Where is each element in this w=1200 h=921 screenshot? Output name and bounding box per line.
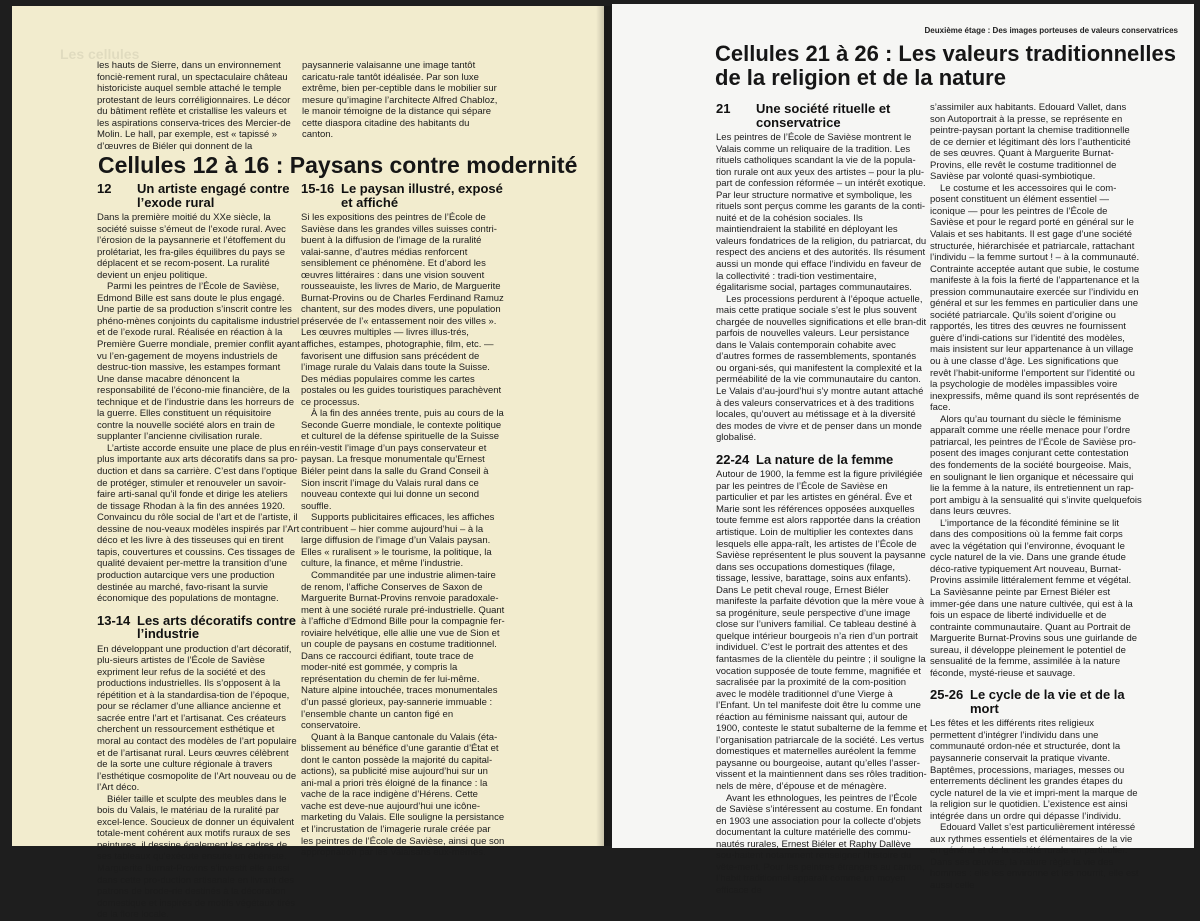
section-heading	[930, 688, 1142, 715]
section-number: 12	[97, 181, 112, 196]
section-number: 22-24	[716, 451, 750, 467]
page-title-line-2: de la religion et de la nature	[715, 65, 1006, 90]
right-page	[612, 4, 1194, 896]
paragraph: Alors qu’au tournant du siècle le féminisme apparaît comme une réelle menace pour l’ordre patriarcal, les peintres de l’École de Savièse pro-posent des images conjurant cette contestation des fondements de la société bourgeoise. Mais, en soulignant le lien organique et nécessaire qui lie la femme à la nature, ils entretiennent un rap-port ambigu à la sensualité qui s’invite quelquefois dans leurs œuvres.	[930, 413, 1142, 518]
paragraph: Les fêtes et les différents rites religieux permettent d’intégrer l’individu dans une communauté ordon-née et structurée, dont la paysannerie conservait la pratique vivante. Baptêmes, processions, mariages, messes ou enterrements déclinent les grandes étapes du cycle naturel de la vie et impri-ment la marque de la religion sur le quotidien. L’existence est ainsi intégrée dans un ordre qui dépasse l’individu.	[930, 718, 1138, 822]
right-column-2	[930, 102, 1142, 892]
section-number: 13-14	[97, 612, 131, 628]
section-title: Une société rituelle et conservatrice	[756, 101, 891, 130]
section-title: Les arts décoratifs contre l’industrie	[137, 612, 296, 642]
paragraph: Les processions perdurent à l’époque actuelle, mais cette pratique sociale s’est le plus souvent chargée de nouvelles significations et elle bran-dit parfois de nouvelles valeurs. Leur persistance dans le Valais contemporain cohabite avec d’autres formes de rassemblements, spontanés ou organi-sés, qui manifestent la complexité et la perméabilité de la vie communautaire du canton. Le Valais d’au-jourd’hui s’y montre autant attaché à des valeurs conservatrices et à des traditions locales, qu’ouvert au métissage et à la diversité des modes de vivre et de penser dans un monde globalisé.	[716, 293, 927, 444]
paragraph: les hauts de Sierre, dans un environnement fonciè-rement rural, un spectaculaire château historiciste auquel semble attaché le temple protestant de leurs corréligionnaires. Le décor du bâtiment reflète et cristallise les valeurs et les aspirations conserva-trices des Mercier-de Molin. Le hall, par exemple, est « tapissé » d’œuvres de Biéler qui donnent de la	[97, 60, 291, 152]
section-title: La nature de la femme	[756, 451, 894, 467]
left-top-column-2	[302, 60, 502, 141]
paragraph: s’assimiler aux habitants. Edouard Vallet, dans son Autoportrait à la presse, se représente en peintre-paysan portant la chemise traditionnelle de ce dernier et légitimant dès lors l’authenticité de ses œuvres. Quant à Marguerite Burnat-Provins, elle revêt le costume traditionnel de Savièse par volonté quasi-symbiotique.	[930, 102, 1131, 183]
section-title: Un artiste engagé contre l’exode rural	[137, 181, 290, 210]
section-title: Le paysan illustré, exposé et affiché	[341, 181, 503, 210]
section-title: Le cycle de la vie et de la mort	[970, 687, 1125, 716]
left-column-1	[97, 182, 300, 921]
paragraph: Parmi les peintres de l’École de Savièse, Edmond Bille est sans doute le plus engagé. Une partie de sa production s’inscrit contre les phéno-mènes conjoints du capitalisme industriel et de l’exode rural. Réalisée en réaction à la Première Guerre mondiale, premier conflit ayant vu l’en-gagement de moyens industriels de destruc-tion massive, les estampes formant Une danse macabre dénoncent la responsabilité de l’écono-mie financière, de la technique et de l’industrie dans les horreurs de la guerre. Elles constituent un réquisitoire contre la nouvelle société alors en train de supplanter l’ancienne civilisation rurale.	[97, 281, 300, 443]
paragraph: Avant les ethnologues, les peintres de l’École de Savièse s’intéressent au costume. En fondant en 1903 une association pour la collecte d’objets documentant la culture matérielle des commu-nautés rurales, Ernest Biéler et Raphy Dallève sou-haitent notamment renseigner l’histoire du vête-ment. Pour les peintres étrangers au canton, l’habit traditionnel apparaît comme un moyen efficace de	[716, 792, 925, 896]
paragraph: Commanditée par une industrie alimen-taire de renom, l’affiche Conserves de Saxon de Marguerite Burnat-Provins renvoie paradoxale-ment à une société rurale pré-industrielle. Quant à l’affiche d’Edmond Bille pour la compagnie fer-roviaire helvétique, elle allie une vue de Sion et un couple de paysans en costume traditionnel. Dans ce raccourci édifiant, toute trace de moder-nité est gommée, y compris la représentation du chemin de fer lui-même. Nature alpine intouchée, traces monumentales d’un passé glorieux, pay-sannerie immuable : l’ensemble chante un canton figé en conservatoire.	[301, 569, 505, 732]
left-column-2	[301, 182, 505, 859]
paragraph: Dans la première moitié du XXe siècle, la société suisse s’émeut de l’exode rural. Avec l’érosion de la paysannerie et l’étoffement du prolétariat, les fra-giles équilibres du pays se déplacent et se recom-posent. La ruralité devient un enjeu politique.	[97, 212, 286, 281]
section-heading	[716, 102, 928, 129]
section-number: 21	[716, 101, 731, 116]
section-heading	[97, 182, 300, 209]
section-heading	[97, 614, 300, 641]
paragraph: paysannerie valaisanne une image tantôt caricatu-rale tantôt idéalisée. Par son luxe extrême, bien per-ceptible dans le mobilier sur mesure qu’imagine l’architecte Alfred Chabloz, le manoir témoigne de la distance qui sépare cette diaspora citadine des habitants du canton.	[302, 60, 498, 141]
section-heading	[301, 182, 505, 209]
paragraph: À la fin des années trente, puis au cours de la Seconde Guerre mondiale, le contexte politique et culturel de la défense spirituelle de la Suisse réin-vestit l’image d’un pays conservateur et paysan. La fresque monumentale qu’Ernest Biéler peint dans la salle du Grand Conseil à Sion inscrit l’image du Valais rural dans ce nouveau contexte qui lui donne un second souffle.	[301, 408, 504, 512]
page-title: Cellules 12 à 16 : Paysans contre modernité	[98, 152, 578, 178]
section-number: 15-16	[301, 181, 335, 196]
page-title-line-1: Cellules 21 à 26 : Les valeurs traditionnelles	[715, 41, 1176, 66]
left-top-column-1	[97, 60, 297, 152]
right-column-1	[716, 102, 928, 897]
paragraph: En développant une production d’art décoratif, plu-sieurs artistes de l’École de Savièse expriment leur refus de la société et des productions industrielles. Ils s’opposent à la répétition et à la standardisa-tion de l’époque, pour se réclamer d’une alliance ancienne et sacrée entre l’art et l’artisanat. Ces créateurs cherchent un ressourcement esthétique et moral au contact des modèles de l’art populaire et de l’artisanat rural. Leurs œuvres célèbrent de la sorte une culture régionale à travers l’esthétique cosmopolite de l’Art nouveau ou de l’Art déco.	[97, 643, 297, 794]
left-page	[12, 6, 604, 921]
paragraph: Edouard Vallet s’est particulièrement intéressé aux rythmes essentiels et élémentaires de la vie en général et de la société rurale en particulier. Dans ses œuvres, la nature règle la vie des hommes : elle les environne et les nourrit, elle est aussi celle	[930, 822, 1139, 891]
paragraph: Biéler taille et sculpte des meubles dans le bois du Valais, le matériau de la ruralité par excel-lence. Soucieux de donner un équivalent totale-ment cohérent aux motifs ruraux de ses peintures, il dessine également les cadres de ses tableaux qu’exécute ensuite un ébéniste. Marguerite Burnat-Provins s’investit elle aussi dans cette pro-duction artisanale en livrant des patrons de brode-rie destinés à la décoration domestique et inspirés de motifs végétaux tirés de la flore locale.	[97, 793, 296, 921]
paragraph: L’artiste accorde ensuite une place de plus en plus importante aux arts décoratifs dans sa pro-duction et dans sa carrière. C’est dans l’optique de protéger, stimuler et renouveler un savoir-faire arti-sanal qu’il fonde et dirige les ateliers de tissage Rhodan à la fin des années 1920. Convaincu du rôle social de l’art et de l’artiste, il dessine de nou-veaux modèles inspirés par l’Art déco et les livre à des tisseuses qui en tirent tapis, couvertures et coussins. Ces tissages de qualité devaient per-mettre la transition d’une production autarcique vers une production destinée au marché, favo-risant la survie économique des populations de montagne.	[97, 442, 300, 605]
paragraph: Autour de 1900, la femme est la figure privilégiée par les peintres de l’École de Savièse en particulier et par les artistes en général. Ève et Marie sont les références opposées auxquelles toute femme est alors rapportée dans la création artistique. Loin de multiplier les contextes dans lesquels elle appa-raît, les artistes de l’École de Savièse représentent le plus souvent la paysanne dans ses occupations domestiques (filage, tissage, lessive, barattage, soins aux enfants). Dans Le petit cheval rouge, Ernest Biéler manifeste la parfaite dévotion que la mère voue à sa progéniture, seule perspective d’une image close sur l’univers familial. Ce tableau destiné à quelque intérieur bourgeois n’a rien d’un portrait individuel. C’est le portrait des attentes et des fantasmes de la clientèle du peintre ; il souligne la vocation supposée de toute femme, magnifiée et sacralisée par la proximité de la com-position avec le modèle traditionnel d’une Vierge à l’Enfant. Un tel manifeste doit être lu comme une réaction au féminisme naissant qui, autour de 1900, conteste le statut subalterne de la femme et l’organisation patriarcale de la société. Les vertus domestiques et maternelles auréolent la femme paysanne ou bourgeoise, autant qu’elles l’asser-vissent et la maintiennent dans ses rôles tradition-nels de mère, d’épouse et de ménagère.	[716, 469, 927, 793]
paragraph: Le costume et les accessoires qui le com-posent constituent un élément essentiel — iconique — pour les peintres de l’École de Savièse et pour le regard porté en général sur le Valais et ses habitants. Il est gage d’une société structurée, hiérarchisée et patriarcale, rattachant l’individu – la femme surtout ! – à la communauté. Contrainte acceptée autant que subie, le costume manifeste à la fois la fierté de l’appartenance et la pression communautaire exercée sur l’individu en général et sur les femmes en particulier dans une société patriarcale. Qu’ils soient d’origine ou rapportés, les titres des œuvres ne fournissent guère d’indi-cations sur l’identité des modèles, mais insistent sur leur appartenance à un village ou à une classe d’âge. Les significations que revêt l’habit-uniforme l’emportent sur l’identité ou la psychologie de modèles impassibles voire inexpressifs, même quand ils sont représentés de face.	[930, 182, 1140, 414]
paragraph: Supports publicitaires efficaces, les affiches contribuent – hier comme aujourd’hui – à la large diffusion de l’image d’un Valais paysan. Elles « ruralisent » le tourisme, la politique, la culture, la finance, et même l’industrie.	[301, 512, 495, 570]
running-head: Deuxième étage : Des images porteuses de valeurs conservatrices	[924, 26, 1178, 35]
paragraph: Si les expositions des peintres de l’École de Savièse dans les grandes villes suisses contri-buent à la diffusion de l’image de la ruralité valai-sanne, d’autres médias renforcent sensiblement ce phénomène. Et d’abord les œuvres littéraires : dans une vision souvent rousseauiste, les livres de Mario, de Marguerite Burnat-Provins ou de Charles Ferdinand Ramuz chantent, sur des modes divers, une population préservée de l’« entassement noir des villes ». Les œuvres multiples — livres illus-trés, affiches, estampes, photographie, film, etc. — favorisent une diffusion sans précédent de l’image rurale du Valais dans toute la Suisse. Des médias populaires comme les cartes postales ou les guides touristiques parachèvent ce processus.	[301, 212, 504, 408]
section-heading	[716, 453, 928, 467]
ghost-heading: Les cellules	[60, 46, 140, 62]
paragraph: Quant à la Banque cantonale du Valais (éta-blissement au bénéfice d’une garantie d’État et dont le canton possède la majorité du capital-actions), sa publicité mise aujourd’hui sur un ani-mal a priori très éloigné de la finance : la vache de la race indigène d’Hérens. Cette vache est deve-nue aujourd’hui une icône-marketing du Valais. Elle souligne la persistance et l’incrustation de l’imagerie rurale créée par les peintres de l’École de Savièse, ainsi que son appropriation par les Valaisans eux-mêmes.	[301, 731, 505, 859]
section-number: 25-26	[930, 687, 964, 703]
paragraph: Les peintres de l’École de Savièse montrent le Valais comme un reliquaire de la tradition. Les rituels catholiques scandant la vie de la popula-tion rurale ont aux yeux des artistes – pour la plu-part de confession réformée – un intérêt exotique. Par leur structure normative et symbolique, les rituels sont perçus comme les garants de la conti-nuité et de la cohésion sociales. Ils maintiendraient la stabilité en déployant les valeurs fondatrices de la religion, du patriarcat, du respect des anciens et des autorités. Ils résument aussi un monde qui efface l’individu en faveur de la collectivité : tradi-tion vestimentaire, égalitarisme social, partages communautaires.	[716, 132, 927, 294]
paragraph: L’importance de la fécondité féminine se lit dans des compositions où la femme fait corps avec la végétation qui l’environne, évoquant le cycle naturel de la vie. Dans une grande étude déco-rative typiquement Art nouveau, Burnat-Provins assimile littéralement femme et végétal. La Savièsanne peinte par Ernest Biéler est immer-gée dans une nature cultivée, qui est à la fois un espace de liberté individuelle et de contrainte communautaire. Quant au Portrait de Marguerite Burnat-Provins sous une guirlande de sureau, il développe pleinement le potentiel de sensualité de la femme, assimilée à la nature féconde, mysté-rieuse et sauvage.	[930, 517, 1138, 679]
